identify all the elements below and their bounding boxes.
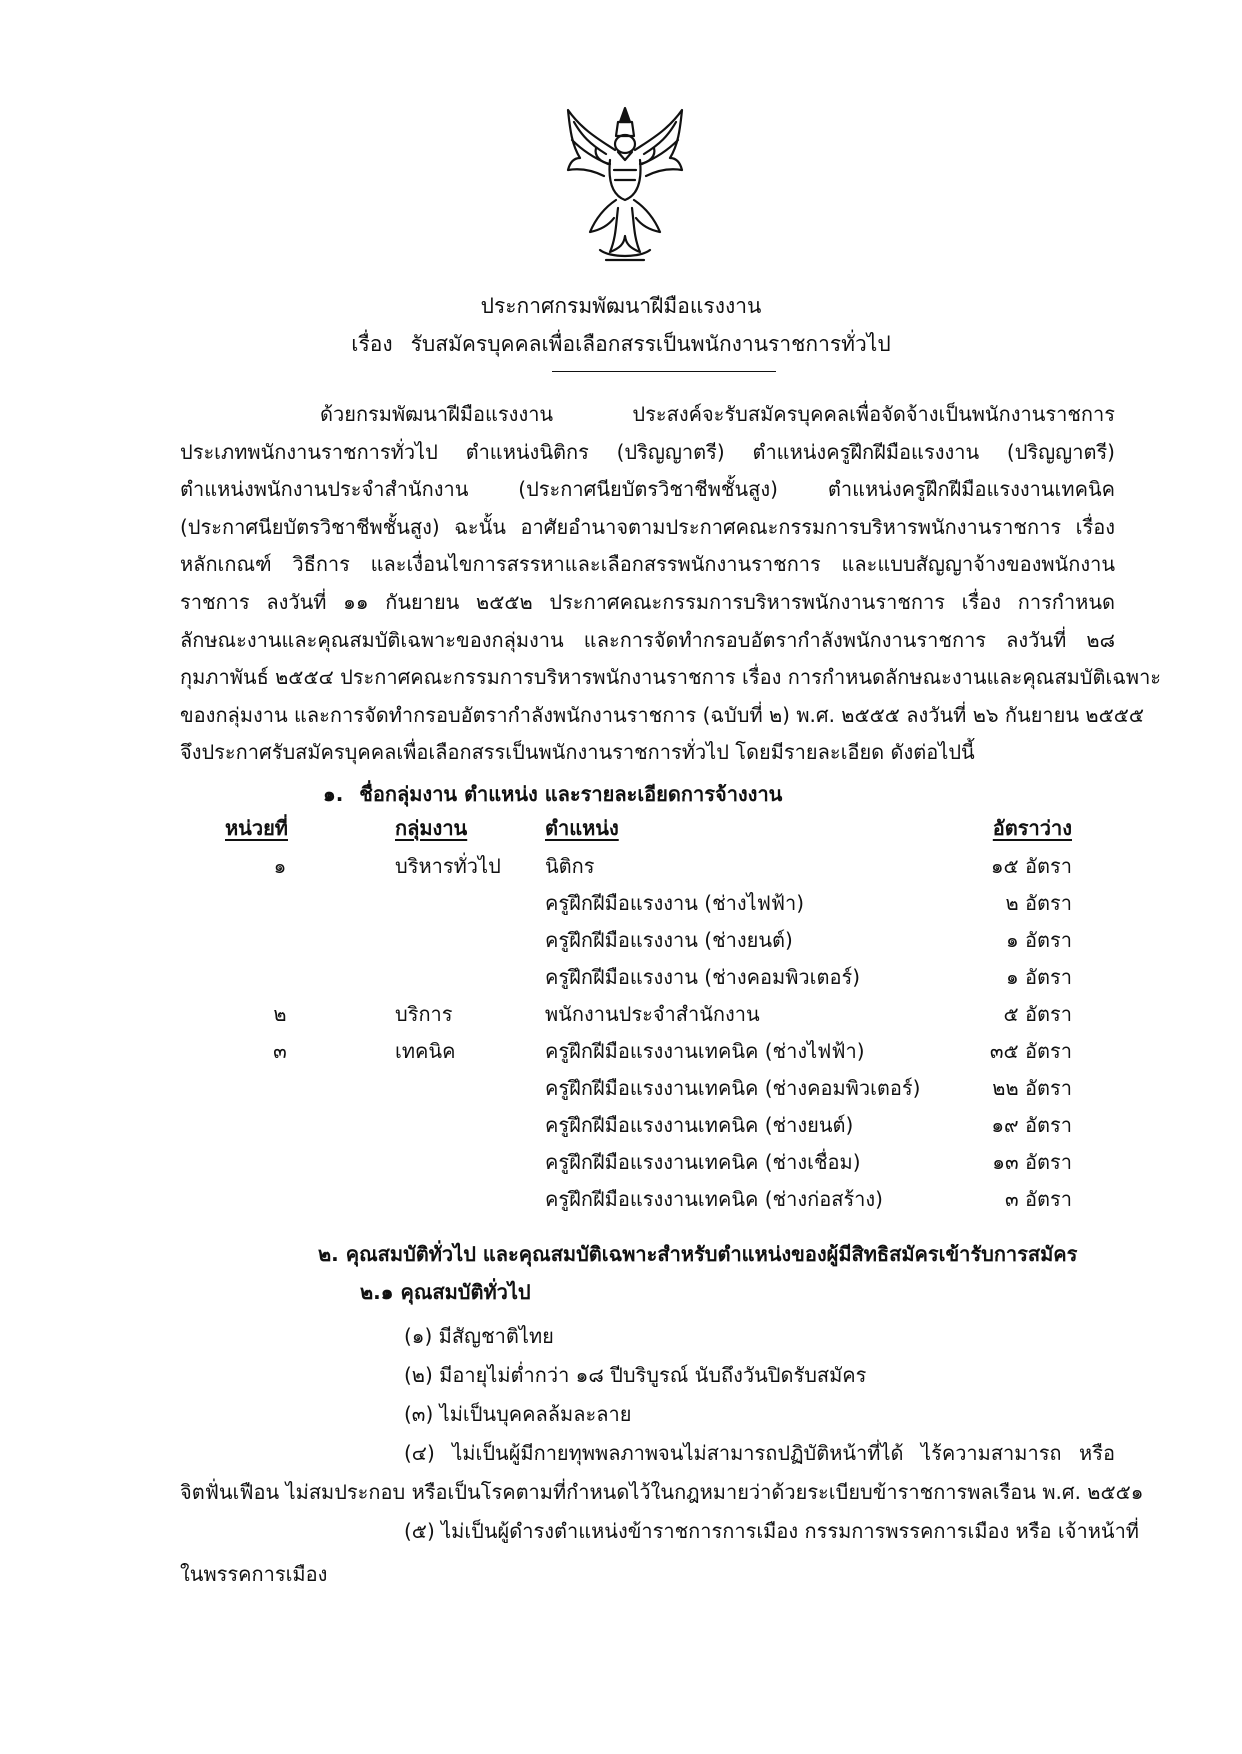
cell-rate: ๕ อัตรา (1003, 1002, 1072, 1026)
cell-rate: ๒๒ อัตรา (992, 1076, 1072, 1100)
paragraph-line: กุมภาพันธ์ ๒๕๕๔ ประกาศคณะกรรมการบริหารพนักงานราชการ เรื่อง การกำหนดลักษณะงานและคุณสมบัติเฉพาะ (180, 665, 1162, 690)
paragraph-line: ราชการ ลงวันที่ ๑๑ กันยายน ๒๕๕๒ ประกาศคณะกรรมการบริหารพนักงานราชการ เรื่อง การกำหนด (180, 589, 1115, 614)
cell-rate: ๑๓ อัตรา (992, 1150, 1072, 1174)
cell-position: ครูฝึกฝีมือแรงงานเทคนิค (ช่างเชื่อม) (545, 1150, 861, 1174)
cell-group: บริการ (395, 1002, 453, 1026)
section-1-title: ชื่อกลุ่มงาน ตำแหน่ง และรายละเอียดการจ้างงาน (359, 782, 783, 806)
header-rate: อัตราว่าง (992, 816, 1072, 840)
section-1-number: ๑. (323, 782, 344, 806)
table-row (0, 998, 1242, 1034)
header-unit: หน่วยที่ (225, 816, 288, 840)
paragraph-line: หลักเกณฑ์ วิธีการ และเงื่อนไขการสรรหาและเลือกสรรพนักงานราชการ และแบบสัญญาจ้างของพนักงาน (180, 552, 1115, 577)
cell-rate: ๒ อัตรา (1005, 891, 1072, 915)
cell-position: นิติกร (545, 854, 595, 878)
table-row (0, 1146, 1242, 1182)
header-group: กลุ่มงาน (395, 816, 468, 840)
cell-position: ครูฝึกฝีมือแรงงานเทคนิค (ช่างคอมพิวเตอร์) (545, 1076, 921, 1100)
header-position: ตำแหน่ง (545, 816, 619, 840)
qualification-item: (๑) มีสัญชาติไทย (404, 1324, 554, 1348)
qualification-item: (๕) ไม่เป็นผู้ดำรงตำแหน่งข้าราชการการเมือง กรรมการพรรคการเมือง หรือ เจ้าหน้าที่ (404, 1519, 1139, 1543)
cell-position: ครูฝึกฝีมือแรงงานเทคนิค (ช่างก่อสร้าง) (545, 1187, 883, 1211)
cell-position: ครูฝึกฝีมือแรงงาน (ช่างไฟฟ้า) (545, 891, 805, 915)
paragraph-line: ของกลุ่มงาน และการจัดทำกรอบอัตรากำลังพนักงานราชการ (ฉบับที่ ๒) พ.ศ. ๒๕๕๕ ลงวันที่ ๒๖ กันยายน ๒๕๕๕ (180, 702, 1145, 727)
announcement-title: ประกาศกรมพัฒนาฝีมือแรงงาน (480, 294, 762, 318)
table-row (0, 1183, 1242, 1219)
qualification-item-continued: จิตฟั่นเฟือน ไม่สมประกอบ หรือเป็นโรคตามที่กำหนดไว้ในกฎหมายว่าด้วยระเบียบข้าราชการพลเรือน พ.ศ. ๒๕๕๑ (180, 1480, 1144, 1504)
cell-rate: ๑๙ อัตรา (991, 1113, 1072, 1137)
cell-rate: ๓๕ อัตรา (989, 1039, 1072, 1063)
table-row (0, 1072, 1242, 1108)
table-row (0, 924, 1242, 960)
cell-rate: ๑ อัตรา (1005, 928, 1072, 952)
garuda-emblem-icon (560, 100, 690, 270)
paragraph-line: (ประกาศนียบัตรวิชาชีพชั้นสูง) ฉะนั้น อาศัยอำนาจตามประกาศคณะกรรมการบริหารพนักงานราชการ เรื่อง (180, 514, 1115, 539)
paragraph-line: ประเภทพนักงานราชการทั่วไป ตำแหน่งนิติกร (ปริญญาตรี) ตำแหน่งครูฝึกฝีมือแรงงาน (ปริญญาตรี) (180, 439, 1115, 464)
cell-unit: ๑ (273, 854, 287, 878)
section-2-heading: ๒. คุณสมบัติทั่วไป และคุณสมบัติเฉพาะสำหรับตำแหน่งของผู้มีสิทธิสมัครเข้ารับการสมัคร (318, 1242, 1078, 1266)
cell-position: พนักงานประจำสำนักงาน (545, 1002, 760, 1026)
qualification-item-continued: ในพรรคการเมือง (180, 1562, 328, 1586)
cell-position: ครูฝึกฝีมือแรงงาน (ช่างยนต์) (545, 928, 793, 952)
table-row (0, 961, 1242, 997)
paragraph-line: ด้วยกรมพัฒนาฝีมือแรงงาน ประสงค์จะรับสมัครบุคคลเพื่อจัดจ้างเป็นพนักงานราชการ (320, 402, 1115, 426)
cell-rate: ๑๕ อัตรา (990, 854, 1072, 878)
table-header-row (0, 812, 1242, 848)
qualification-item: (๒) มีอายุไม่ต่ำกว่า ๑๘ ปีบริบูรณ์ นับถึงวันปิดรับสมัคร (404, 1363, 867, 1387)
title-divider (552, 371, 776, 372)
subject-label: เรื่อง (351, 332, 393, 356)
cell-unit: ๒ (273, 1002, 287, 1026)
cell-position: ครูฝึกฝีมือแรงงานเทคนิค (ช่างไฟฟ้า) (545, 1039, 865, 1063)
subject-text: รับสมัครบุคคลเพื่อเลือกสรรเป็นพนักงานราชการทั่วไป (410, 332, 891, 356)
cell-group: บริหารทั่วไป (395, 854, 501, 878)
table-row (0, 1109, 1242, 1145)
cell-unit: ๓ (273, 1039, 287, 1063)
qualification-item: (๓) ไม่เป็นบุคคลล้มละลาย (404, 1402, 632, 1426)
table-row (0, 850, 1242, 886)
qualification-item: (๔) ไม่เป็นผู้มีกายทุพพลภาพจนไม่สามารถปฏิบัติหน้าที่ได้ ไร้ความสามารถ หรือ (404, 1441, 1115, 1465)
table-row (0, 1035, 1242, 1071)
section-1-heading (323, 778, 782, 810)
paragraph-line: จึงประกาศรับสมัครบุคคลเพื่อเลือกสรรเป็นพนักงานราชการทั่วไป โดยมีรายละเอียด ดังต่อไปนี้ (180, 740, 975, 765)
cell-position: ครูฝึกฝีมือแรงงานเทคนิค (ช่างยนต์) (545, 1113, 854, 1137)
table-row (0, 887, 1242, 923)
paragraph-line: ตำแหน่งพนักงานประจำสำนักงาน (ประกาศนียบัตรวิชาชีพชั้นสูง) ตำแหน่งครูฝึกฝีมือแรงงานเทคนิค (180, 477, 1115, 502)
cell-group: เทคนิค (395, 1039, 456, 1063)
section-2-1-heading: ๒.๑ คุณสมบัติทั่วไป (360, 1280, 531, 1304)
announcement-subject (0, 328, 1242, 361)
intro-paragraph (180, 396, 1162, 772)
cell-rate: ๑ อัตรา (1005, 965, 1072, 989)
paragraph-line: ลักษณะงานและคุณสมบัติเฉพาะของกลุ่มงาน และการจัดทำกรอบอัตรากำลังพนักงานราชการ ลงวันที่ ๒๘ (180, 627, 1115, 652)
cell-rate: ๓ อัตรา (1004, 1187, 1072, 1211)
cell-position: ครูฝึกฝีมือแรงงาน (ช่างคอมพิวเตอร์) (545, 965, 861, 989)
